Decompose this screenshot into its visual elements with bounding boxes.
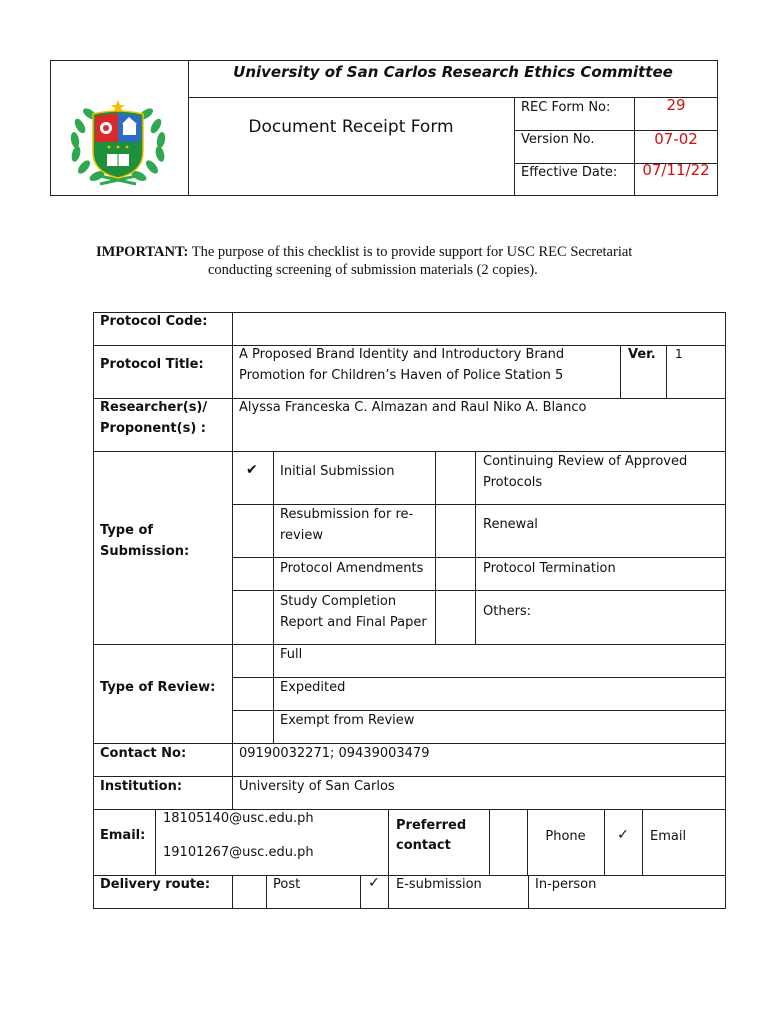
researcher-label-line1: Researcher(s)/ (100, 400, 208, 415)
protocol-code-label: Protocol Code: (100, 314, 208, 329)
esubmission-checkmark[interactable]: ✓ (368, 875, 380, 891)
initial-submission-option: Initial Submission (280, 464, 395, 479)
email-label: Email: (100, 828, 146, 843)
renewal-option: Renewal (483, 517, 538, 532)
resubmission-line2: review (280, 528, 323, 543)
form-title: Document Receipt Form (248, 117, 454, 137)
review-expedited-option: Expedited (280, 680, 346, 695)
delivery-inperson-option: In-person (535, 877, 597, 892)
important-notice (96, 243, 632, 262)
version-short-value: 1 (675, 347, 683, 361)
rec-form-value: 29 (666, 96, 686, 114)
amendments-option: Protocol Amendments (280, 561, 424, 576)
continuing-review-line1: Continuing Review of Approved (483, 454, 688, 469)
email-value-2: 19101267@usc.edu.ph (163, 845, 314, 860)
email-preferred-checkmark[interactable]: ✓ (617, 827, 629, 843)
preferred-contact-label-line2: contact (396, 838, 451, 853)
review-exempt-option: Exempt from Review (280, 713, 415, 728)
version-value: 07-02 (654, 130, 698, 148)
contact-value: 09190032271; 09439003479 (239, 746, 430, 761)
termination-option: Protocol Termination (483, 561, 616, 576)
institution-label: Institution: (100, 779, 183, 794)
researcher-value: Alyssa Franceska C. Almazan and Raul Niko A. Blanco (239, 400, 587, 415)
delivery-route-label: Delivery route: (100, 877, 211, 892)
delivery-esubmission-option: E-submission (396, 877, 482, 892)
header-divider (514, 97, 515, 196)
review-full-option: Full (280, 647, 303, 662)
important-line2: conducting screening of submission materials (2 copies). (208, 262, 538, 278)
continuing-review-line2: Protocols (483, 475, 543, 490)
completion-line2: Report and Final Paper (280, 615, 427, 630)
resubmission-line1: Resubmission for re- (280, 507, 414, 522)
phone-option: Phone (545, 829, 586, 844)
initial-submission-checkmark[interactable]: ✔ (246, 462, 258, 478)
committee-title: University of San Carlos Research Ethics Committee (233, 63, 673, 81)
type-submission-label-line1: Type of (100, 523, 154, 538)
preferred-contact-label-line1: Preferred (396, 818, 467, 833)
institution-value: University of San Carlos (239, 779, 395, 794)
usc-seal-logo (66, 96, 170, 190)
protocol-title-line1: A Proposed Brand Identity and Introductory Brand (239, 347, 565, 362)
email-option: Email (650, 829, 687, 844)
version-label: Version No. (521, 132, 595, 147)
delivery-post-option: Post (273, 877, 301, 892)
contact-label: Contact No: (100, 746, 187, 761)
rec-form-label: REC Form No: (521, 100, 611, 115)
protocol-title-label: Protocol Title: (100, 357, 204, 372)
others-option: Others: (483, 604, 532, 619)
email-value-1: 18105140@usc.edu.ph (163, 811, 314, 826)
version-short-label: Ver. (628, 347, 656, 362)
protocol-title-line2: Promotion for Children’s Haven of Police Station 5 (239, 368, 564, 383)
researcher-label-line2: Proponent(s) : (100, 421, 206, 436)
type-review-label: Type of Review: (100, 680, 216, 695)
type-submission-label-line2: Submission: (100, 544, 190, 559)
completion-line1: Study Completion (280, 594, 397, 609)
important-line1: The purpose of this checklist is to provide support for USC REC Secretariat (188, 244, 633, 260)
effective-date-value: 07/11/22 (642, 161, 710, 179)
important-label: IMPORTANT: (96, 244, 189, 260)
effective-date-label: Effective Date: (521, 165, 618, 180)
